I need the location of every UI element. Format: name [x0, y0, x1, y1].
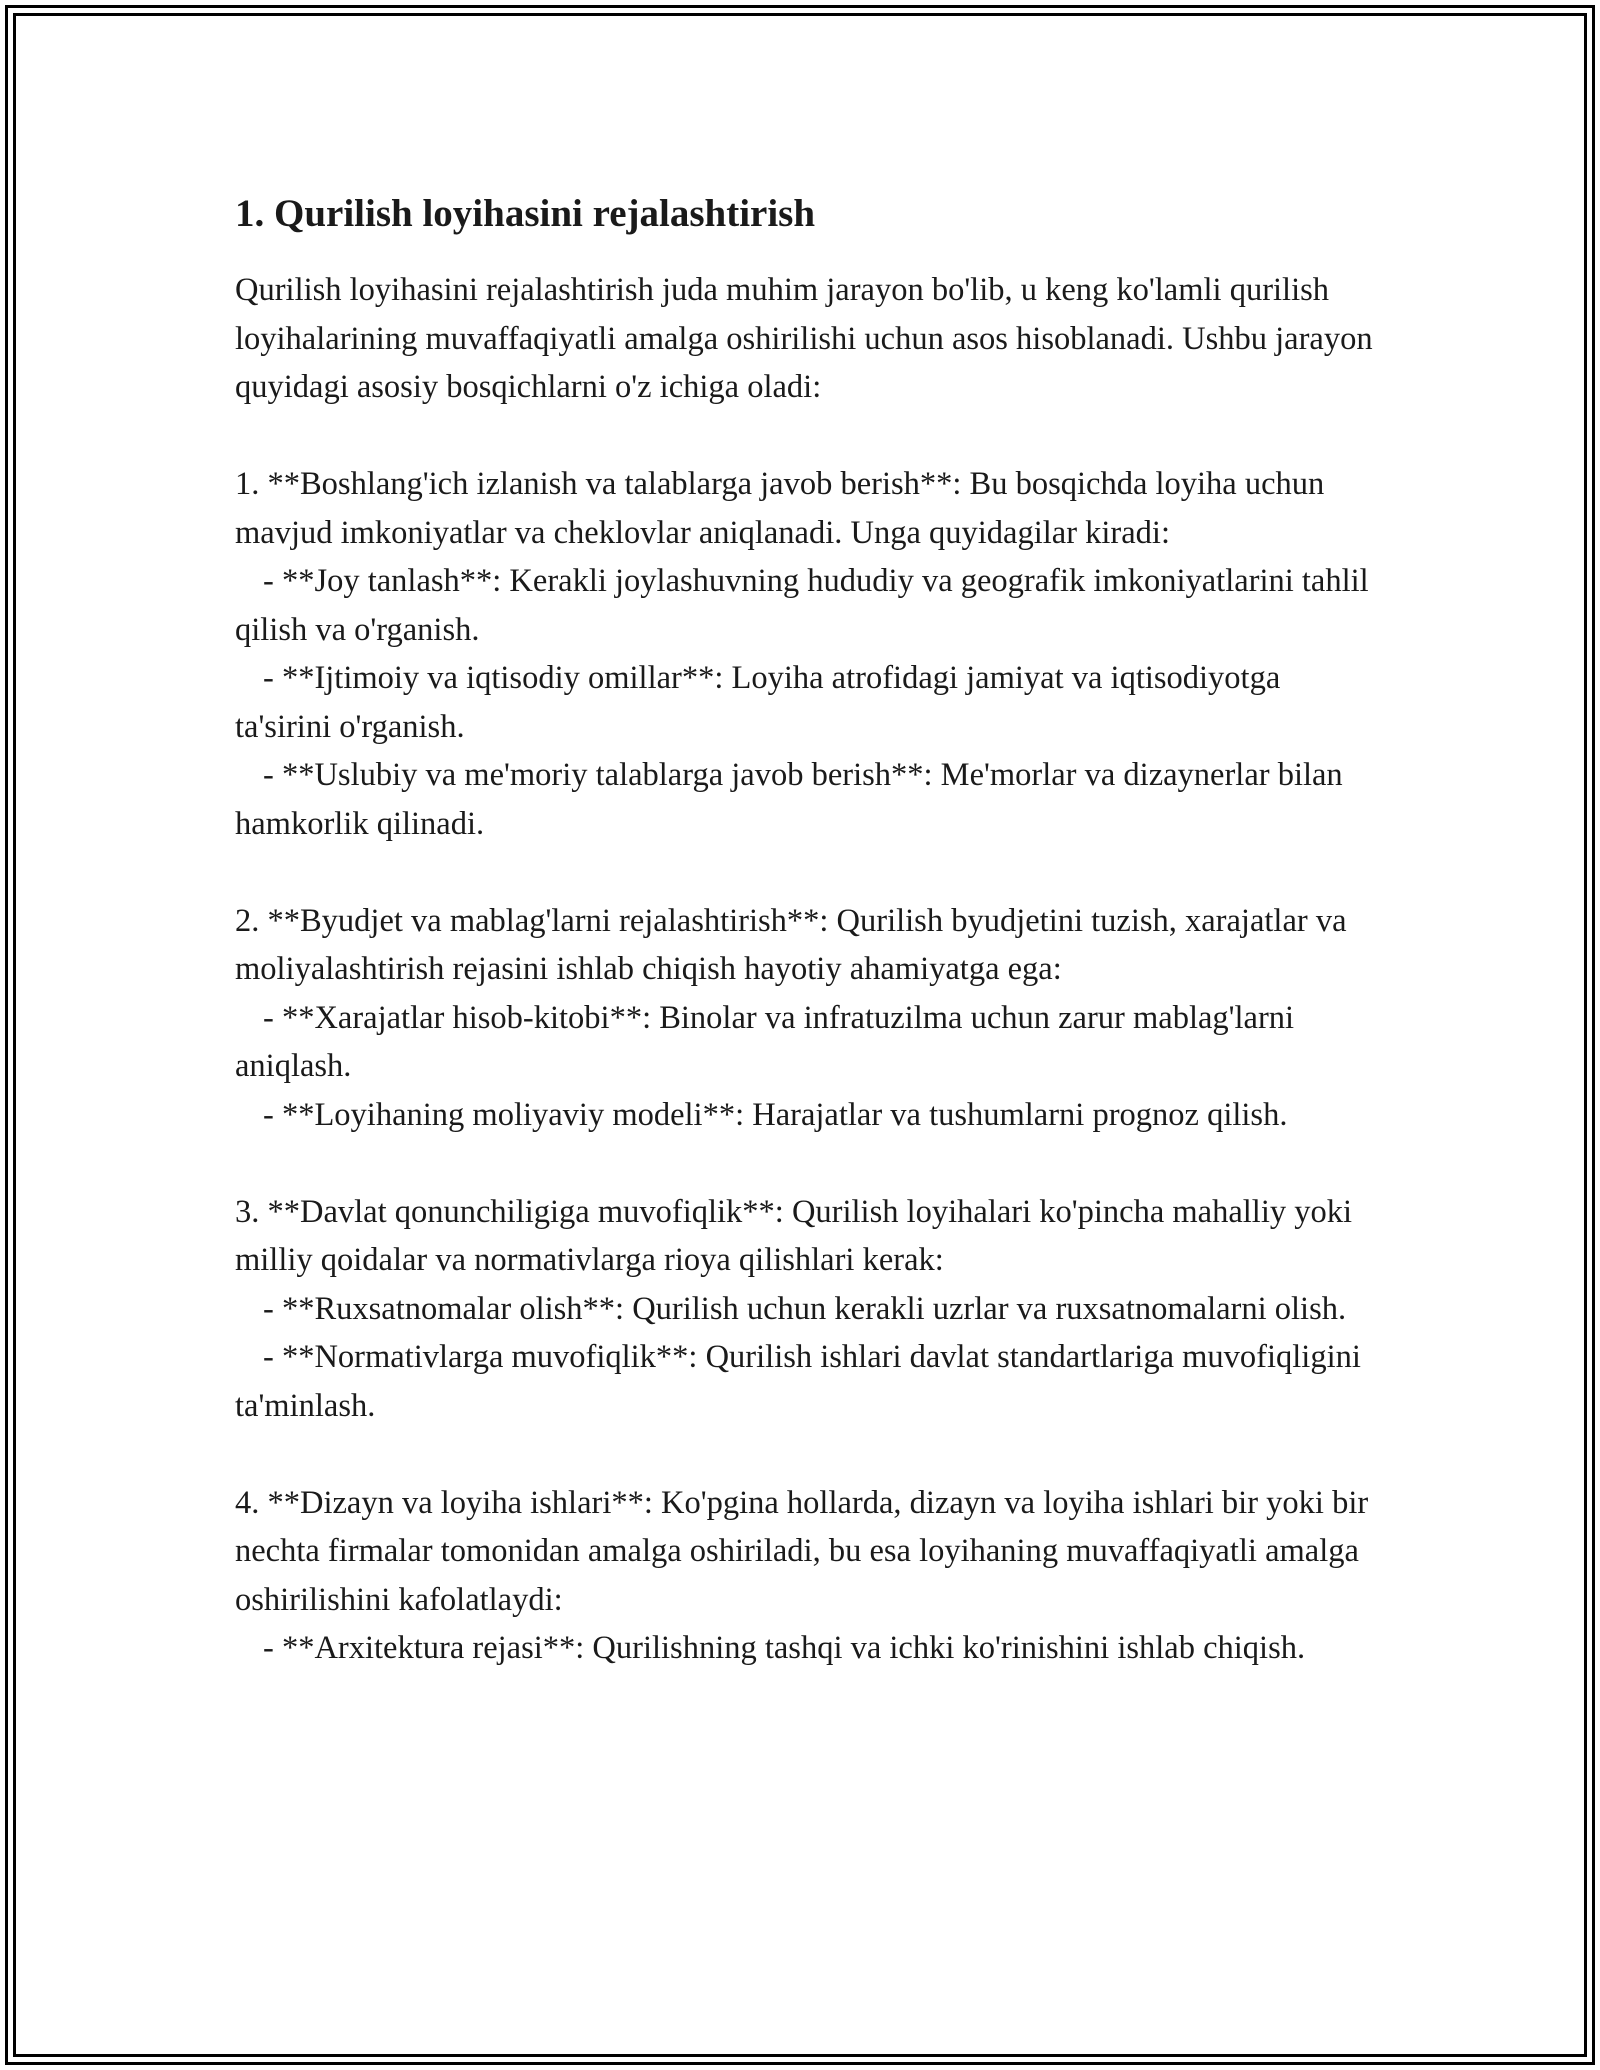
section-item — [235, 557, 1375, 654]
section-lead: 3. **Davlat qonunchiligiga muvofiqlik**: Qurilish loyihalari ko'pincha mahalliy yoki milliy qoidalar va normativlarga rioya qilishlari kerak: — [235, 1193, 1361, 1278]
section-item — [235, 654, 1375, 751]
section-item — [235, 1624, 1375, 1673]
paragraph-gap — [235, 1139, 1375, 1188]
document-body — [235, 188, 1381, 1673]
section-3 — [235, 1188, 1375, 1431]
section-lead: 1. **Boshlang'ich izlanish va talablarga javob berish**: Bu bosqichda loyiha uchun mavjud imkoniyatlar va cheklovlar aniqlanadi. Unga quyidagilar kiradi: — [235, 466, 1333, 551]
section-item-text: - **Joy tanlash**: Kerakli joylashuvning hududiy va geografik imkoniyatlarini tahlil qilish va o'rganish. — [235, 563, 1377, 648]
section-lead: 4. **Dizayn va loyiha ishlari**: Ko'pgina hollarda, dizayn va loyiha ishlari bir yoki bir nechta firmalar tomonidan amalga oshiriladi, bu esa loyihaning muvaffaqiyatli amalga oshirilishini kafolatlaydi: — [235, 1484, 1377, 1618]
section-1 — [235, 460, 1375, 848]
paragraph-gap — [235, 848, 1375, 897]
section-2 — [235, 897, 1375, 1140]
section-item — [235, 994, 1375, 1091]
section-item-text: - **Xarajatlar hisob-kitobi**: Binolar va infratuzilma uchun zarur mablag'larni aniqlash. — [235, 999, 1303, 1084]
paragraph-gap — [235, 1430, 1375, 1479]
section-item-text: - **Loyihaning moliyaviy modeli**: Harajatlar va tushumlarni prognoz qilish. — [263, 1096, 1288, 1133]
section-4 — [235, 1479, 1375, 1673]
section-item-text: - **Ijtimoiy va iqtisodiy omillar**: Loyiha atrofidagi jamiyat va iqtisodiyotga ta'sirini o'rganish. — [235, 660, 1289, 745]
paragraph-gap — [235, 412, 1375, 461]
section-item-text: - **Arxitektura rejasi**: Qurilishning tashqi va ichki ko'rinishini ishlab chiqish. — [263, 1630, 1306, 1666]
section-item — [235, 1333, 1375, 1430]
document-title: 1. Qurilish loyihasini rejalashtirish — [235, 192, 816, 235]
intro-paragraph: Qurilish loyihasini rejalashtirish juda muhim jarayon bo'lib, u keng ko'lamli qurilish loyihalarining muvaffaqiyatli amalga oshirilishi uchun asos hisoblanadi. Ushbu jarayon quyidagi asosiy bosqichlarni o'z ichiga oladi: — [235, 272, 1381, 405]
section-lead: 2. **Byudjet va mablag'larni rejalashtirish**: Qurilish byudjetini tuzish, xarajatlar va moliyalashtirish rejasini ishlab chiqish hayotiy ahamiyatga ega: — [235, 902, 1355, 987]
section-item — [235, 1285, 1375, 1334]
section-item-text: - **Uslubiy va me'moriy talablarga javob berish**: Me'morlar va dizaynerlar bilan hamkorlik qilinadi. — [235, 757, 1351, 842]
section-item-text: - **Normativlarga muvofiqlik**: Qurilish ishlari davlat standartlariga muvofiqligini ta'minlash. — [235, 1339, 1369, 1424]
section-item-text: - **Ruxsatnomalar olish**: Qurilish uchun kerakli uzrlar va ruxsatnomalarni olish. — [263, 1290, 1347, 1327]
section-item — [235, 1091, 1375, 1140]
section-item — [235, 751, 1375, 848]
